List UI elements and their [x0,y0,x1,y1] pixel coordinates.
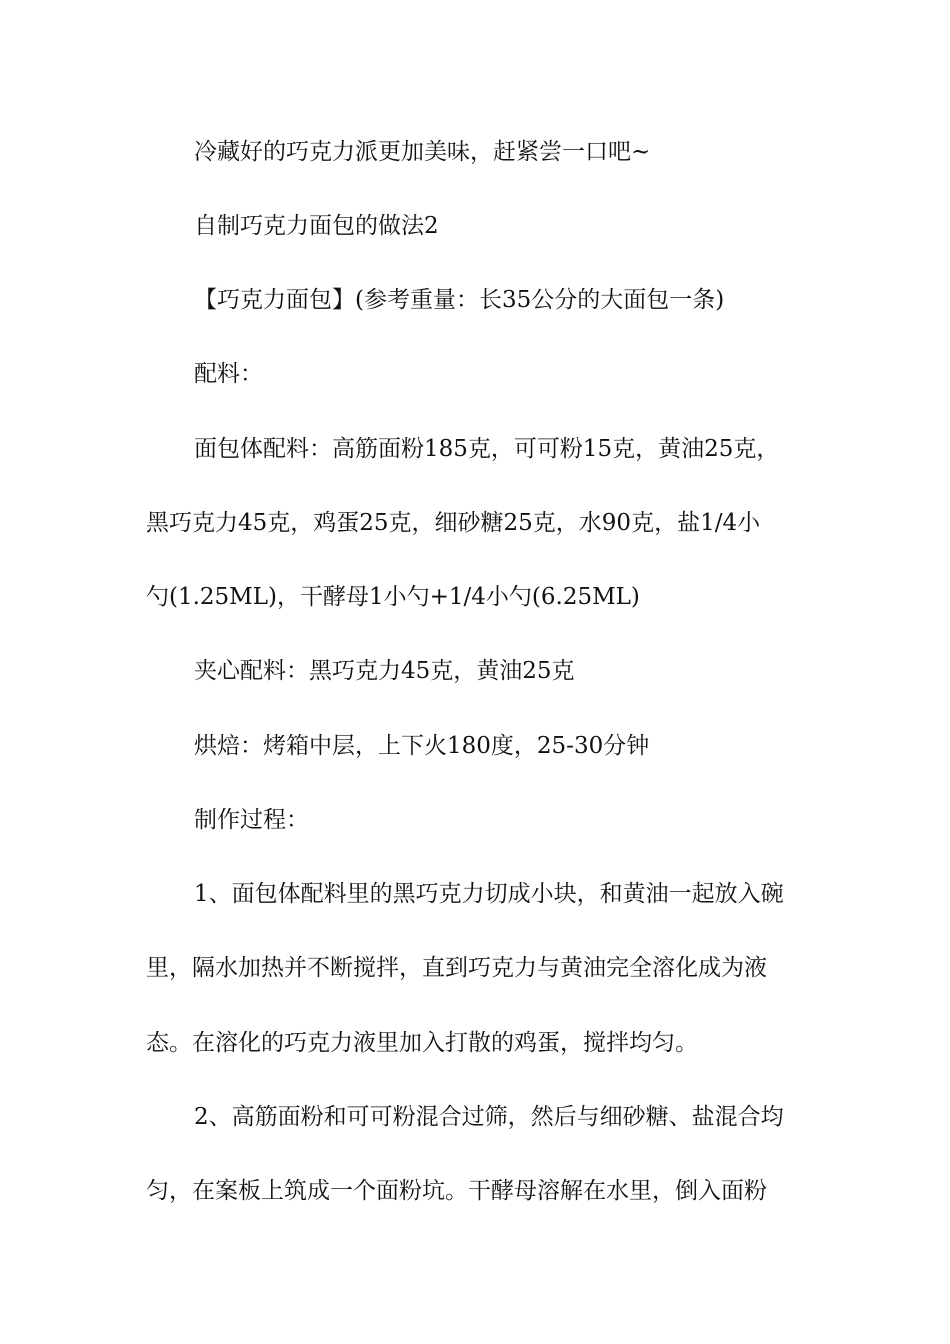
paragraph-line: 1、面包体配料里的黑巧克力切成小块，和黄油一起放入碗 [194,881,784,907]
paragraph-line: 面包体配料：高筋面粉185克，可可粉15克，黄油25克， [194,436,780,462]
paragraph-line: 烘焙：烤箱中层，上下火180度，25-30分钟 [194,733,650,759]
paragraph-line: 黑巧克力45克，鸡蛋25克，细砂糖25克，水90克，盐1/4小 [146,510,761,536]
paragraph-line: 2、高筋面粉和可可粉混合过筛，然后与细砂糖、盐混合均 [194,1104,784,1130]
paragraph-line: 里，隔水加热并不断搅拌，直到巧克力与黄油完全溶化成为液 [146,955,767,981]
paragraph-line: 冷藏好的巧克力派更加美味，赶紧尝一口吧~ [194,139,651,165]
process-label: 制作过程： [194,807,309,833]
paragraph-line: 态。在溶化的巧克力液里加入打散的鸡蛋，搅拌均匀。 [146,1030,698,1056]
paragraph-line: 勺(1.25ML)，干酵母1小勺+1/4小勺(6.25ML) [146,584,640,610]
ingredients-label: 配料： [194,361,263,387]
recipe-title: 【巧克力面包】(参考重量：长35公分的大面包一条) [194,287,725,313]
paragraph-line: 匀，在案板上筑成一个面粉坑。干酵母溶解在水里，倒入面粉 [146,1178,767,1204]
paragraph-line: 夹心配料：黑巧克力45克，黄油25克 [194,658,575,684]
section-heading: 自制巧克力面包的做法2 [194,213,439,239]
